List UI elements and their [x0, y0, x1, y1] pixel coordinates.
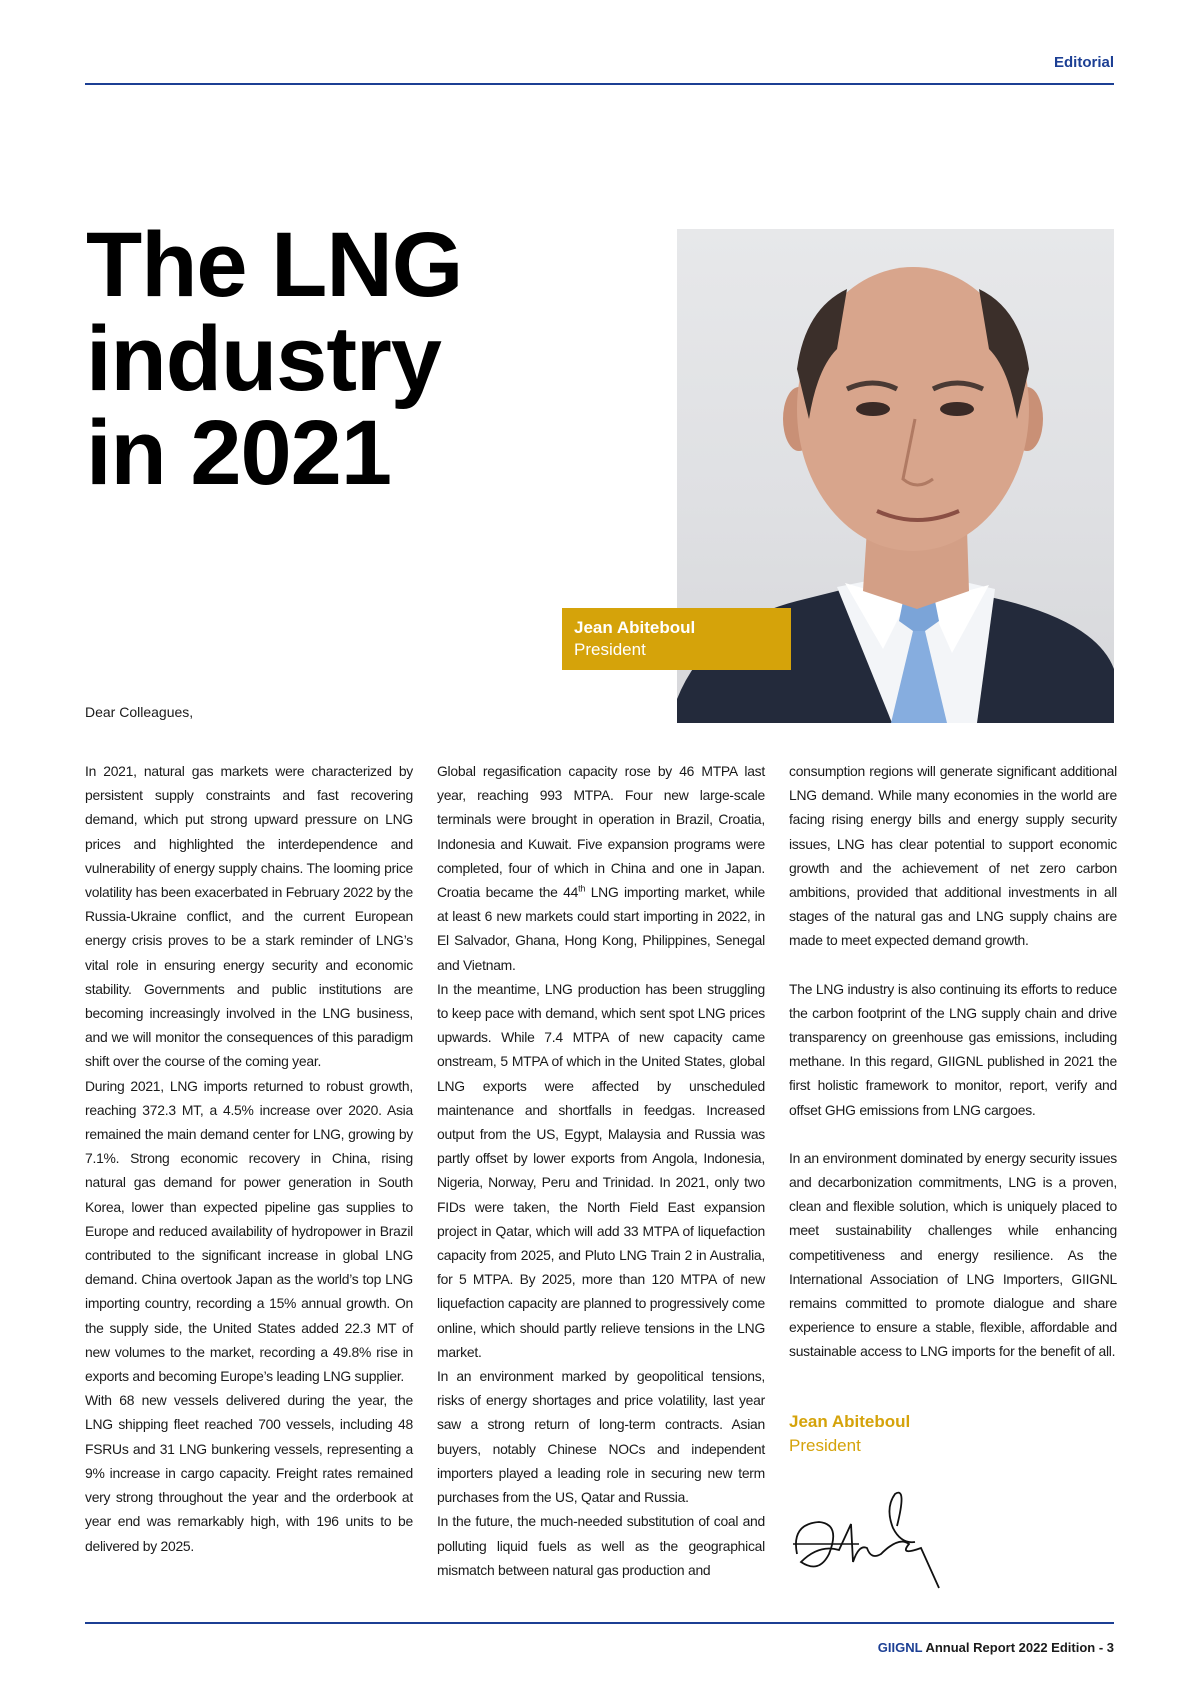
paragraph: In 2021, natural gas markets were characterized by persistent supply constraints and fast recovering demand, which put strong upward pressure on LNG prices and highlighted the interdependence and vulnerability of energy supply chains. The looming price volatility has been exacerbated in February 2022 by the Russia-Ukraine conflict, and the current European energy crisis proves to be a stark reminder of LNG’s vital role in ensuring energy security and economic stability. Governments and public institutions are becoming increasingly involved in the LNG business, and we will monitor the consequences of this paradigm shift over the course of the coming year. — [85, 763, 413, 1070]
portrait-caption — [562, 608, 791, 670]
title-line-1: The LNG — [86, 214, 463, 316]
paragraph: The LNG industry is also continuing its efforts to reduce the carbon footprint of the LNG supply chain and drive transparency on greenhouse gas emissions, including methane. In this regard, GIIGNL published in 2021 the first holistic framework to monitor, report, verify and offset GHG emissions from LNG cargoes. — [789, 980, 1117, 1118]
portrait-role: President — [574, 640, 646, 659]
text-column-3 — [789, 759, 1117, 1364]
paragraph: With 68 new vessels delivered during the year, the LNG shipping fleet reached 700 vessels, including 48 FSRUs and 31 LNG bunkering vessels, representing a 9% increase in cargo capacity. Freight rates remained very strong throughout the year and the orderbook at year end was remarkably high, with 196 units to be delivered by 2025. — [85, 1392, 413, 1554]
signoff-block — [789, 1410, 910, 1458]
paragraph — [437, 759, 765, 977]
page-title — [86, 214, 463, 504]
paragraph-part: Global regasification capacity rose by 46 MTPA last year, reaching 993 MTPA. Four new large-scale terminals were brought in operation in Brazil, Croatia, Indonesia and Kuwait. Five expansion programs were completed, four of which in China and one in Japan. Croatia became the 44 — [437, 763, 765, 901]
text-column-2 — [437, 759, 765, 1582]
paragraph: In the meantime, LNG production has been struggling to keep pace with demand, which sent spot LNG prices upwards. While 7.4 MTPA of new capacity came onstream, 5 MTPA of which in the United States, global LNG exports were affected by unscheduled maintenance and shortfalls in feedgas. Increased output from the US, Egypt, Malaysia and Russia was partly offset by lower exports from Angola, Indonesia, Nigeria, Norway, Peru and Trinidad. In 2021, only two FIDs were taken, the North Field East expansion project in Qatar, which will add 33 MTPA of liquefaction capacity from 2025, and Pluto LNG Train 2 in Australia, for 5 MTPA. By 2025, more than 120 MTPA of new liquefaction capacity are planned to progressively come online, which should partly relieve tensions in the LNG market. — [437, 980, 765, 1360]
page-footer — [878, 1640, 1114, 1655]
footer-rule — [85, 1622, 1114, 1624]
handwritten-signature — [789, 1484, 959, 1590]
title-line-3: in 2021 — [86, 402, 391, 504]
portrait-name: Jean Abiteboul — [574, 618, 696, 637]
paragraph: In an environment marked by geopolitical tensions, risks of energy shortages and price volatility, last year saw a strong return of long-term contracts. Asian buyers, notably Chinese NOCs and independent importers played a leading role in securing new term purchases from the US, Qatar and Russia. — [437, 1368, 765, 1506]
paragraph: In an environment dominated by energy security issues and decarbonization commitments, LNG is a proven, clean and flexible solution, which is uniquely placed to meet sustainability challenges while enhancing competitiveness and energy resilience. As the International Association of LNG Importers, GIIGNL remains committed to promote dialogue and share experience to ensure a stable, flexible, affordable and sustainable access to LNG imports for the benefit of all. — [789, 1149, 1117, 1360]
header-rule — [85, 83, 1114, 85]
paragraph-part: LNG importing market, while at least 6 new markets could start importing in 2022, in El Salvador, Ghana, Hong Kong, Philippines, Senegal and Vietnam. — [437, 884, 766, 973]
footer-brand: GIIGNL — [877, 1640, 923, 1655]
title-line-2: industry — [86, 308, 441, 410]
superscript: th — [578, 883, 586, 894]
text-column-1 — [85, 759, 413, 1558]
signoff-role: President — [789, 1436, 861, 1455]
section-label: Editorial — [1053, 54, 1114, 71]
footer-text: Annual Report 2022 Edition - 3 — [922, 1640, 1114, 1655]
signoff-name: Jean Abiteboul — [789, 1412, 911, 1431]
salutation: Dear Colleagues, — [85, 704, 194, 720]
paragraph: During 2021, LNG imports returned to robust growth, reaching 372.3 MT, a 4.5% increase over 2020. Asia remained the main demand center for LNG, growing by 7.1%. Strong economic recovery in China, rising natural gas demand for power generation in South Korea, lower than expected pipeline gas supplies to Europe and reduced availability of hydropower in Brazil contributed to the significant increase in global LNG demand. China overtook Japan as the world’s top LNG importing country, recording a 15% annual growth. On the supply side, the United States added 22.3 MT of new volumes to the market, recording a 49.8% rise in exports and becoming Europe’s leading LNG supplier. — [85, 1077, 413, 1385]
paragraph: consumption regions will generate significant additional LNG demand. While many economies in the world are facing rising energy bills and energy supply security issues, LNG has clear potential to support economic growth and the achievement of net zero carbon ambitions, provided that additional investments in all stages of the natural gas and LNG supply chains are made to meet expected demand growth. — [789, 763, 1117, 949]
paragraph: In the future, the much-needed substitution of coal and polluting liquid fuels as well as the geographical mismatch between natural gas production and — [437, 1513, 765, 1578]
